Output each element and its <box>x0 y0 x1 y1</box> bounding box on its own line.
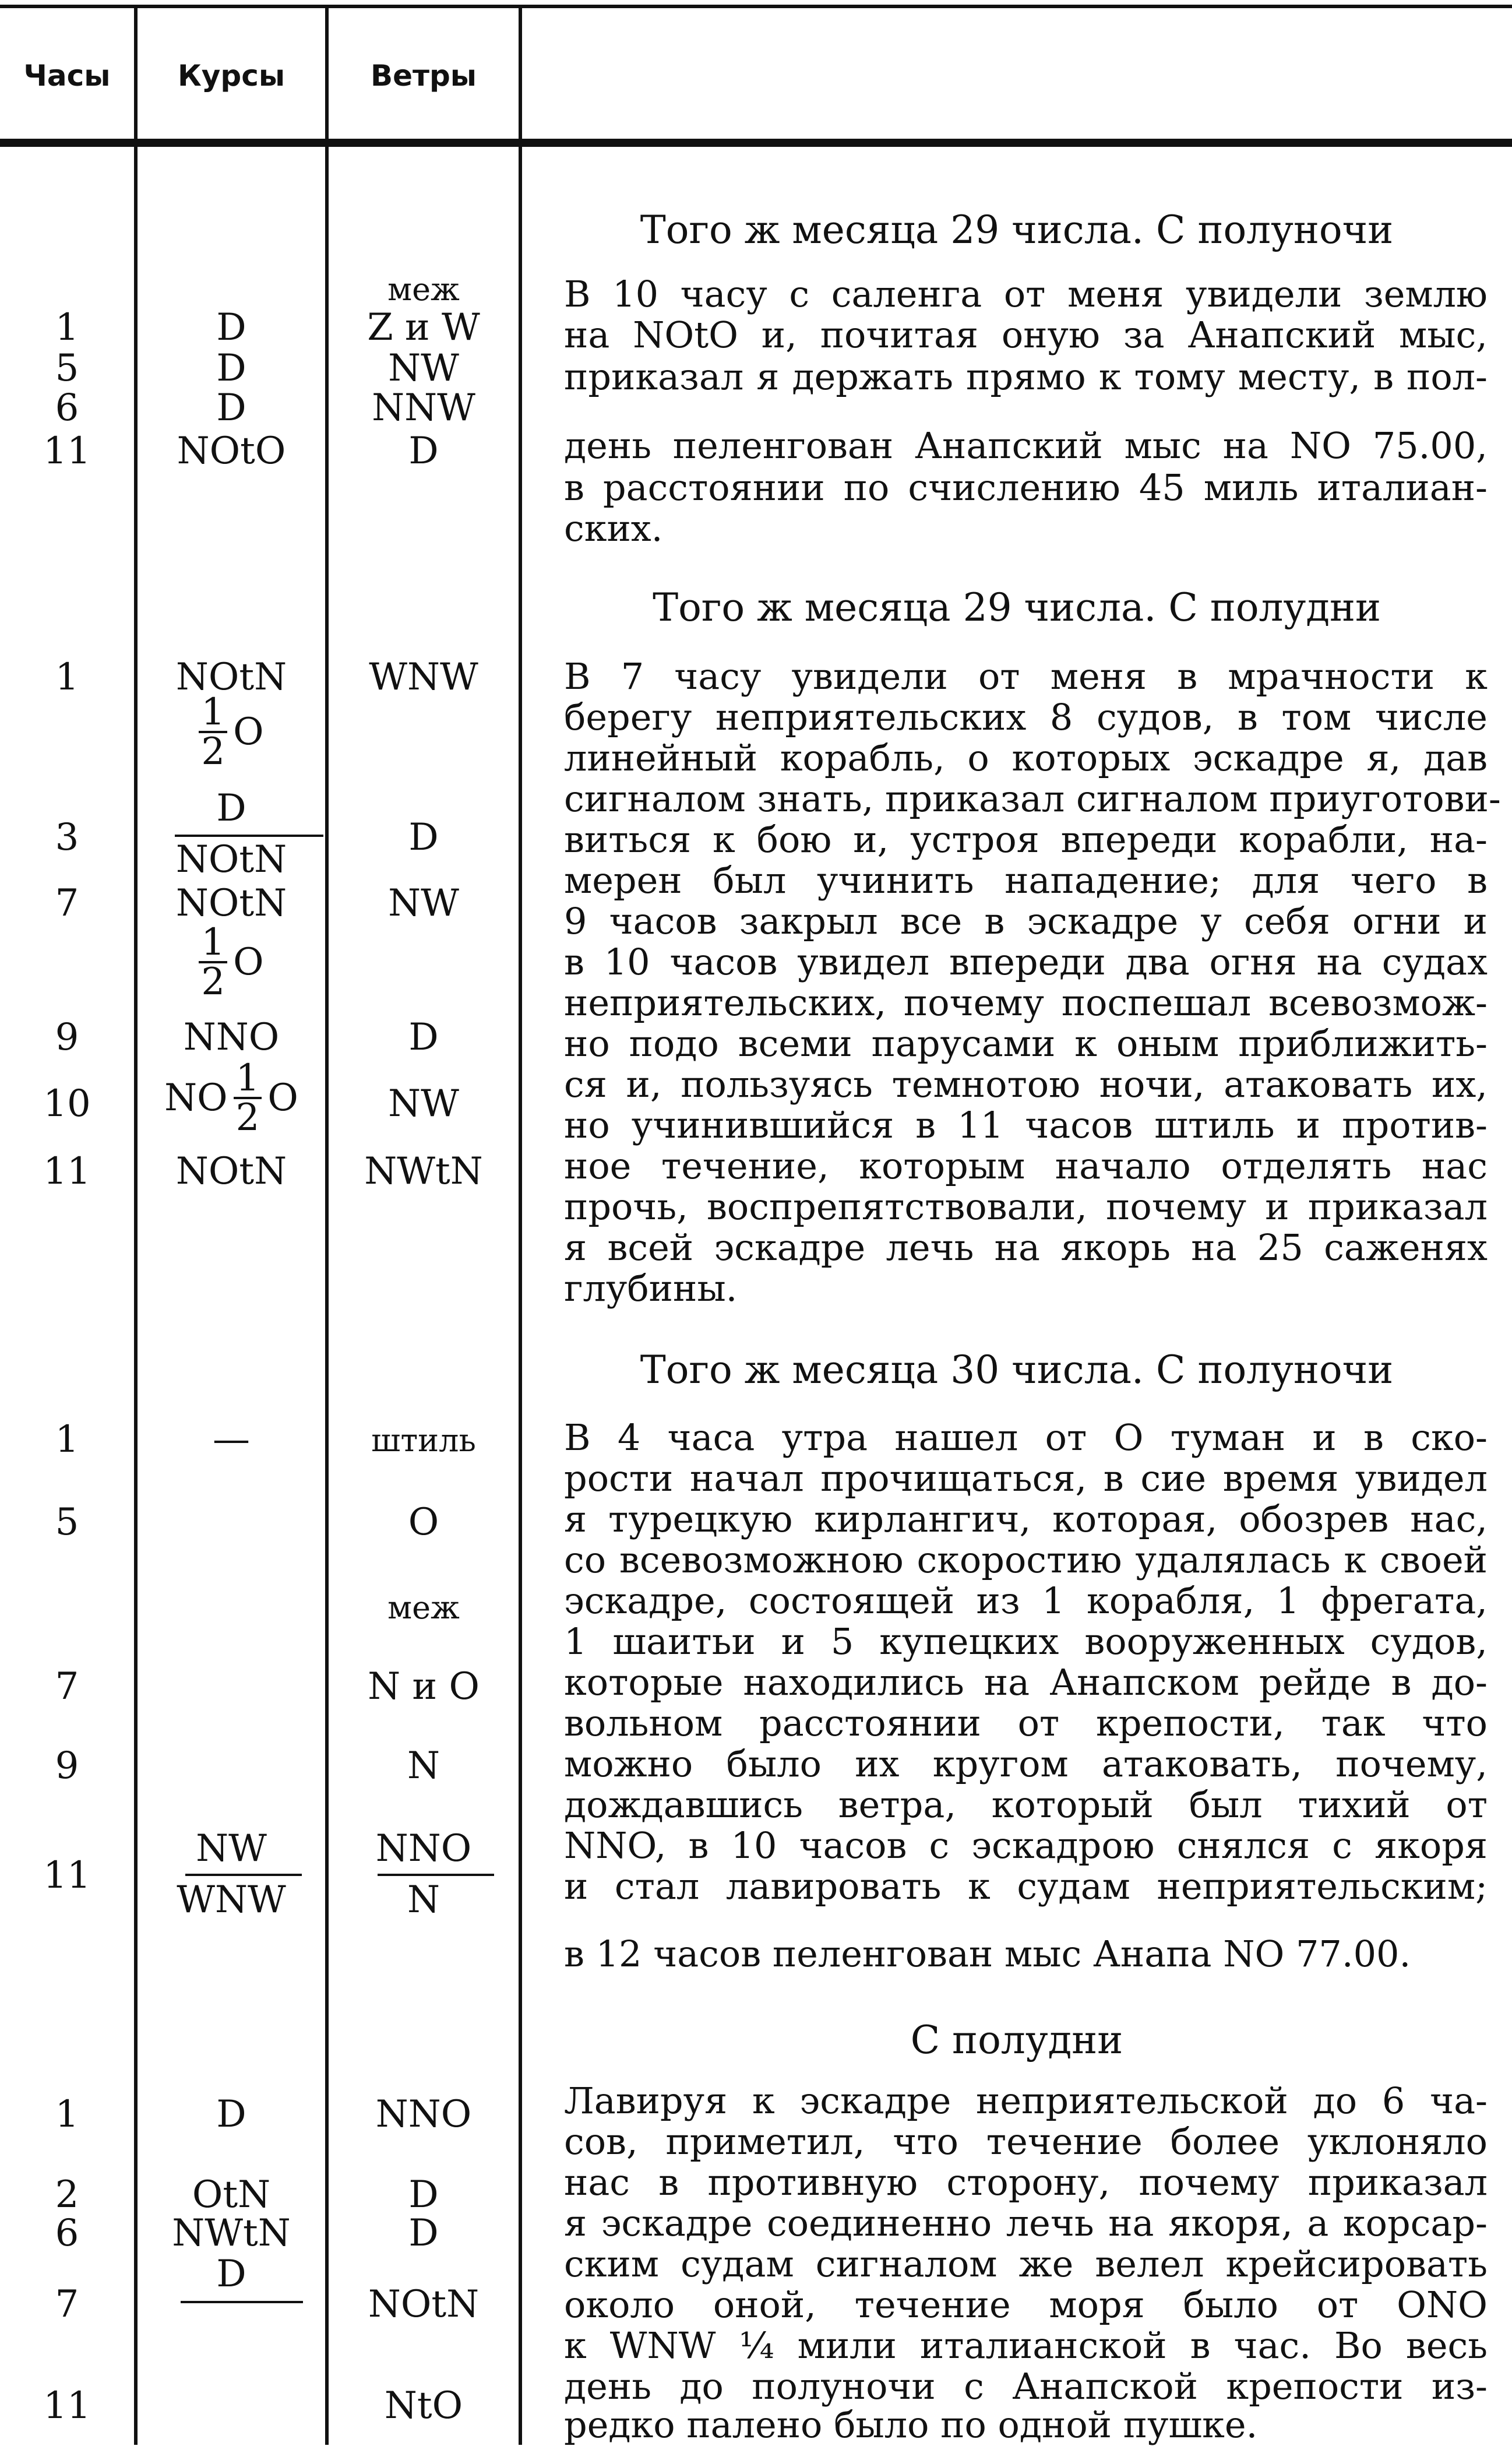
paragraph-line: глубины. <box>564 1267 738 1310</box>
course-cell: WNW <box>177 1878 286 1921</box>
paragraph-line: можно было их кругом атаковать, почему, <box>564 1743 1488 1785</box>
paragraph-line: эскадре, состоящей из 1 корабля, 1 фрегата, <box>564 1579 1488 1622</box>
paragraph-line: прочь, воспрепятствовали, почему и приказал <box>564 1185 1488 1228</box>
course-cell: NW <box>196 1827 267 1870</box>
hour-cell: 7 <box>55 1665 79 1708</box>
course-cell: D <box>216 386 246 430</box>
wind-cell: WNW <box>369 656 478 699</box>
course-cell: D <box>216 347 246 390</box>
paragraph-line: которые находились на Анапском рейде в до- <box>564 1661 1488 1704</box>
course-cell: OtN <box>192 2173 271 2216</box>
course-cell: D <box>216 306 246 349</box>
column-header-courses: Курсы <box>177 59 286 93</box>
paragraph-line: берегу неприятельских 8 судов, в том числе <box>564 696 1488 738</box>
course-divider <box>185 1874 302 1876</box>
paragraph-line: Лавируя к эскадре неприятельской до 6 ча- <box>564 2079 1488 2122</box>
paragraph-line: в расстоянии по счислению 45 миль италиан- <box>564 466 1488 509</box>
paragraph-line: в 10 часов увидел впереди два огня на судах <box>564 941 1488 983</box>
course-cell: NOtN <box>175 656 287 699</box>
wind-cell: NW <box>388 347 459 390</box>
paragraph-line: я турецкую кирлангич, которая, обозрев нас, <box>564 1498 1488 1540</box>
wind-cell: NWtN <box>364 1150 483 1193</box>
section-heading: Того ж месяца 30 числа. С полуночи <box>640 1347 1394 1392</box>
wind-divider <box>378 1874 494 1876</box>
hour-cell: 9 <box>55 1744 79 1787</box>
course-fraction: NO $\frac{1}{2}$ O <box>164 1057 298 1139</box>
wind-cell: NtO <box>384 2384 463 2427</box>
paragraph-line: со всевозможною скоростию удалялась к своей <box>564 1539 1488 1581</box>
course-cell: NNO <box>183 1016 280 1059</box>
column-header-winds: Ветры <box>370 59 477 93</box>
wind-cell: D <box>408 430 439 473</box>
wind-cell: D <box>408 816 439 859</box>
paragraph-line: виться к бою и, устроя впереди корабли, на- <box>564 818 1488 861</box>
paragraph-line: редко палено было по одной пушке. <box>564 2403 1258 2446</box>
paragraph-line: мерен был учинить нападение; для чего в <box>564 859 1488 902</box>
hour-cell: 3 <box>55 816 79 859</box>
course-cell: NOtN <box>175 838 287 881</box>
paragraph-line: но учинившийся в 11 часов штиль и против- <box>564 1104 1488 1146</box>
course-divider <box>181 2301 303 2303</box>
course-cell: NOtN <box>175 882 287 925</box>
paragraph-line: сигналом знать, приказал сигналом приуготови- <box>564 777 1501 820</box>
paragraph-line: сов, приметил, что течение более уклоняло <box>564 2120 1488 2163</box>
wind-cell: N <box>407 1878 440 1921</box>
hour-cell: 11 <box>43 1854 91 1897</box>
wind-cell: NNW <box>372 386 475 430</box>
hour-cell: 7 <box>55 2283 79 2326</box>
hour-cell: 5 <box>55 347 79 390</box>
wind-cell: NOtN <box>368 2283 480 2326</box>
hour-cell: 6 <box>55 2212 79 2255</box>
wind-cell: меж <box>387 1589 460 1626</box>
paragraph-line: день пеленгован Анапский мыс на NO 75.00, <box>564 424 1488 467</box>
hour-cell: 10 <box>43 1082 91 1125</box>
paragraph-line: ским судам сигналом же велел крейсировать <box>564 2243 1488 2285</box>
wind-cell: штиль <box>371 1422 476 1459</box>
paragraph-line: ное течение, которым начало отделять нас <box>564 1145 1488 1187</box>
paragraph-line: 9 часов закрыл все в эскадре у себя огни и <box>564 900 1488 942</box>
wind-cell: NW <box>388 882 459 925</box>
paragraph-line: я эскадре соединенно лечь на якоря, а корсар- <box>564 2202 1488 2244</box>
paragraph-line: дождавшись ветра, который был тихий от <box>564 1783 1488 1826</box>
course-cell: NWtN <box>172 2212 291 2255</box>
paragraph-line: ся и, пользуясь темнотою ночи, атаковать их, <box>564 1063 1488 1106</box>
paragraph-line: рости начал прочищаться, в сие время увидел <box>564 1457 1488 1500</box>
hour-cell: 2 <box>55 2173 79 2216</box>
wind-cell: NNO <box>375 1827 472 1870</box>
header-rule <box>0 139 1512 147</box>
paragraph-line: день до полуночи с Анапской крепости из- <box>564 2365 1488 2408</box>
wind-cell: D <box>408 2212 439 2255</box>
hour-cell: 7 <box>55 882 79 925</box>
section-heading: Того ж месяца 29 числа. С полудни <box>653 585 1381 630</box>
paragraph-line: В 10 часу с саленга от меня увидели землю <box>564 273 1488 315</box>
wind-cell: O <box>408 1501 439 1544</box>
column-divider-3 <box>519 8 522 2445</box>
paragraph-line: и стал лавировать к судам неприятельским; <box>564 1865 1488 1907</box>
course-cell: NOtN <box>175 1150 287 1193</box>
top-rule <box>0 5 1512 8</box>
course-fraction: $\frac{1}{2}$ O <box>138 924 325 1001</box>
hour-cell: 1 <box>55 2093 79 2136</box>
wind-cell: D <box>408 1016 439 1059</box>
wind-cell: NNO <box>375 2093 472 2136</box>
paragraph-line: в 12 часов пеленгован мыс Анапа NO 77.00. <box>564 1933 1411 1975</box>
wind-cell: N и O <box>368 1665 480 1708</box>
hour-cell: 5 <box>55 1501 79 1544</box>
paragraph-line: к WNW ¼ мили италианской в час. Во весь <box>564 2324 1488 2367</box>
paragraph-line: приказал я держать прямо к тому месту, в пол- <box>564 356 1488 398</box>
hour-cell: 1 <box>55 306 79 349</box>
course-fraction: $\frac{1}{2}$ O <box>138 694 325 770</box>
hour-cell: 11 <box>43 2384 91 2427</box>
hour-cell: 1 <box>55 656 79 699</box>
wind-cell: Z и W <box>367 306 480 349</box>
course-cell: D <box>216 2253 246 2296</box>
paragraph-line: В 4 часа утра нашел от O туман и в ско- <box>564 1416 1488 1459</box>
paragraph-line: ских. <box>564 507 663 550</box>
paragraph-line: В 7 часу увидели от меня в мрачности к <box>564 655 1488 698</box>
paragraph-line: на NOtO и, почитая оную за Анапский мыс, <box>564 314 1488 356</box>
hour-cell: 1 <box>55 1418 79 1461</box>
paragraph-line: линейный корабль, о которых эскадре я, дав <box>564 737 1488 779</box>
wind-cell: D <box>408 2173 439 2216</box>
paragraph-line: 1 шаитьи и 5 купецких вооруженных судов, <box>564 1620 1488 1663</box>
hour-cell: 9 <box>55 1016 79 1059</box>
hour-cell: 11 <box>43 430 91 473</box>
course-cell: D <box>216 2093 246 2136</box>
paragraph-line: около оной, течение моря было от ONO <box>564 2283 1488 2326</box>
paragraph-line: вольном расстоянии от крепости, так что <box>564 1702 1488 1744</box>
course-cell: — <box>213 1418 250 1461</box>
wind-cell: N <box>407 1744 440 1787</box>
course-cell: D <box>216 787 246 830</box>
column-header-hours: Часы <box>23 59 111 93</box>
wind-cell: меж <box>387 271 460 308</box>
paragraph-line: но подо всеми парусами к оным приближить- <box>564 1022 1488 1065</box>
section-heading: С полудни <box>910 2018 1123 2063</box>
paragraph-line: NNO, в 10 часов с эскадрою снялся с якоря <box>564 1824 1488 1867</box>
section-heading: Того ж месяца 29 числа. С полуночи <box>640 207 1394 252</box>
hour-cell: 6 <box>55 386 79 430</box>
course-cell: NOtO <box>177 430 286 473</box>
wind-cell: NW <box>388 1082 459 1125</box>
paragraph-line: нас в противную сторону, почему приказал <box>564 2161 1488 2204</box>
paragraph-line: неприятельских, почему поспешал всевозмож- <box>564 981 1488 1024</box>
paragraph-line: я всей эскадре лечь на якорь на 25 саженях <box>564 1226 1488 1269</box>
course-divider <box>175 835 323 837</box>
hour-cell: 11 <box>43 1150 91 1193</box>
